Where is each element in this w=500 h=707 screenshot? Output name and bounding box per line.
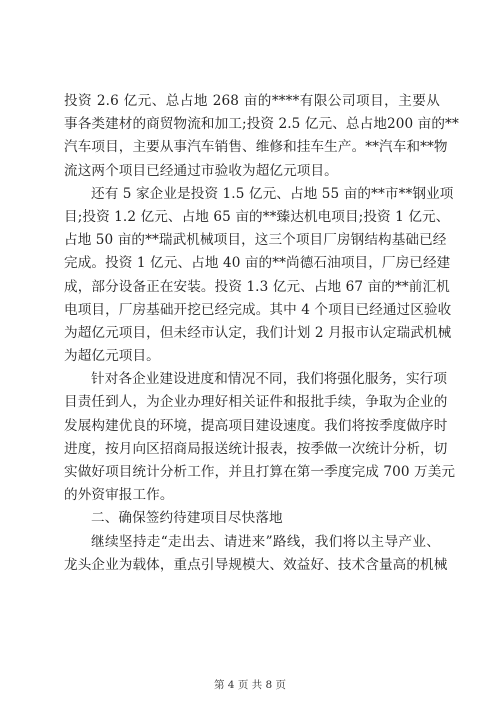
paragraph-2-line-7: 为超亿元项目，但未经市认定，我们计划 2 月报市认定瑞武机械 [64, 324, 452, 341]
paragraph-3-line-5: 实做好项目统计分析工作，并且打算在第一季度完成 700 万美元 [64, 464, 456, 480]
section-heading: 二、确保签约待建项目尽快落地 [91, 510, 283, 527]
paragraph-2-line-2: 目;投资 1.2 亿元、占地 65 亩的**臻达机电项目;投资 1 亿元、 [64, 208, 450, 225]
paragraph-1-line-1: 投资 2.6 亿元、总占地 268 亩的****有限公司项目，主要从 [64, 93, 440, 109]
paragraph-5-line-1: 继续坚持走“走出去、请进来”路线，我们将以主导产业、 [91, 533, 440, 550]
paragraph-2-line-4: 完成。投资 1 亿元、占地 40 亩的**尚德石油项目，厂房已经建 [64, 255, 451, 272]
paragraph-3-line-6: 的外资审报工作。 [64, 487, 174, 504]
paragraph-5-line-2: 龙头企业为载体，重点引导规模大、效益好、技术含量高的机械 [64, 556, 448, 573]
paragraph-1-line-3: 汽车项目，主要从事汽车销售、维修和挂车生产。**汽车和**物 [64, 139, 448, 156]
paragraph-2-line-6: 电项目，厂房基础开挖已经完成。其中 4 个项目已经通过区验收 [64, 301, 452, 318]
page-footer: 第 4 页 共 8 页 [213, 679, 287, 691]
paragraph-3-line-2: 目责任到人，为企业办理好相关证件和报批手续，争取为企业的 [64, 394, 448, 411]
paragraph-3-line-3: 发展构建优良的环境，提高项目建设速度。我们将按季度做序时 [64, 417, 448, 434]
paragraph-3-line-1: 针对各企业建设进度和情况不同，我们将强化服务，实行项 [91, 371, 448, 388]
document-body [64, 90, 459, 577]
paragraph-1-line-2: 事各类建材的商贸物流和加工;投资 2.5 亿元、总占地200 亩的** [64, 116, 459, 133]
paragraph-3-line-4: 进度，按月向区招商局报送统计报表，按季做一次统计分析，切 [64, 440, 448, 457]
paragraph-1-line-4: 流这两个项目已经通过市验收为超亿元项目。 [64, 162, 338, 179]
paragraph-2-line-8: 为超亿元项目。 [64, 348, 160, 365]
paragraph-2-line-5: 成，部分设备正在安装。投资 1.3 亿元、占地 67 亩的**前汇机 [64, 278, 450, 295]
paragraph-2-line-1: 还有 5 家企业是投资 1.5 亿元、占地 55 亩的**市**钢业项 [91, 185, 454, 202]
paragraph-2-line-3: 占地 50 亩的**瑞武机械项目，这三个项目厂房钢结构基础已经 [64, 232, 447, 249]
